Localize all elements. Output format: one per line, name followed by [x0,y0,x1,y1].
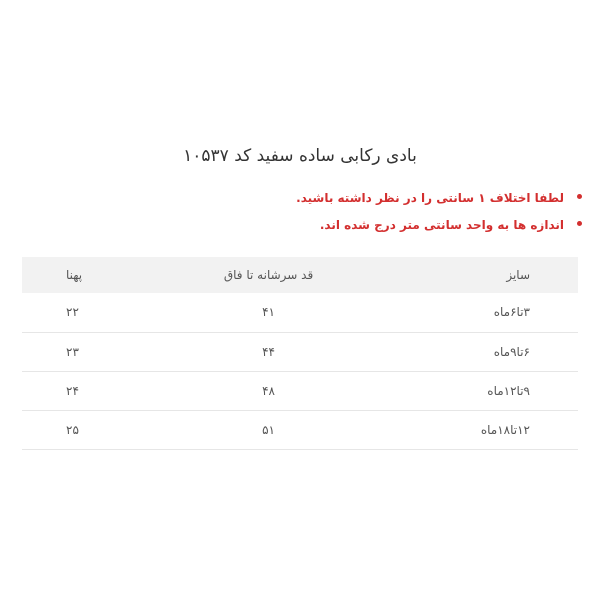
cell-size: ۶تا۹ماه [493,344,530,359]
cell-size: ۹تا۱۲ماه [487,383,530,398]
header-width: پهنا [66,268,83,282]
cell-length: ۴۴ [262,344,275,359]
cell-width: ۲۳ [66,344,79,359]
cell-width: ۲۲ [66,305,79,320]
cell-width: ۲۵ [66,422,79,437]
cell-size: ۱۲تا۱۸ماه [480,422,530,437]
cell-size: ۳تا۶ماه [493,305,530,320]
cell-width: ۲۴ [66,383,79,398]
table-header-row [22,257,578,293]
table-row [22,410,578,449]
note-item [296,188,582,215]
page-title: بادی رکابی ساده سفید کد ۱۰۵۳۷ [183,146,417,166]
header-size: سایز [506,268,530,282]
bullet-icon [577,194,582,199]
table-row [22,293,578,332]
notes-list [296,188,582,242]
note-text: لطفا اختلاف ۱ سانتی را در نظر داشته باشید. [296,191,564,205]
table-row [22,371,578,410]
table-row [22,332,578,371]
cell-length: ۴۱ [262,305,275,320]
bullet-icon [577,221,582,226]
header-length: قد سرشانه تا فاق [223,268,314,282]
cell-length: ۴۸ [262,383,275,398]
note-text: اندازه ها به واحد سانتی متر درج شده اند. [319,218,564,232]
cell-length: ۵۱ [262,422,275,437]
note-item [296,215,582,242]
size-table [22,257,578,450]
